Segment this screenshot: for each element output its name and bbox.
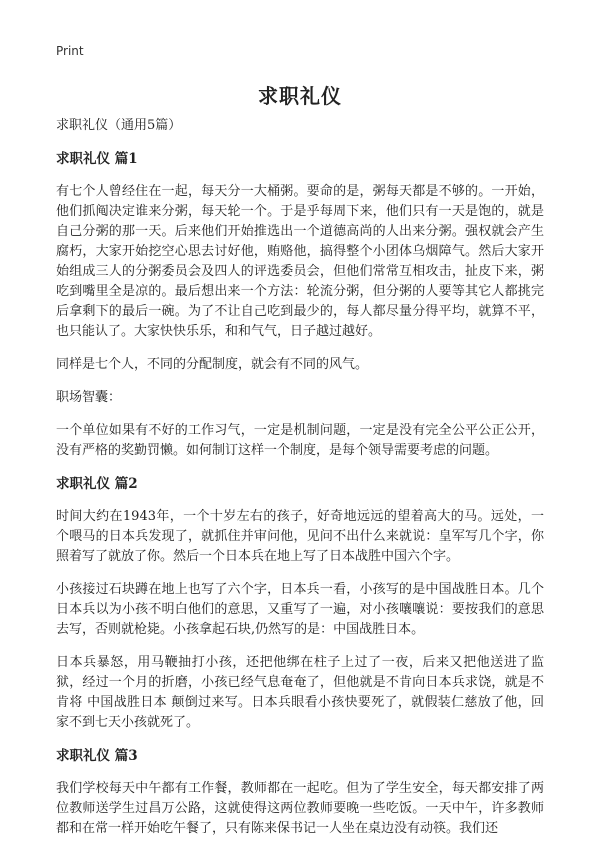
paragraph: 日本兵暴怒，用马鞭抽打小孩，还把他绑在柱子上过了一夜，后来又把他送进了监狱，经过一个月的折磨，小孩已经气息奄奄了，但他就是不肯向日本兵求饶，就是不肯将 中国战胜日本 颠倒过来写。日本兵眼看小孩快要死了，就假装仁慈放了他，回家不到七天小孩就死了。 [56, 655, 544, 730]
section-heading-2: 求职礼仪 篇2 [56, 476, 138, 492]
paragraph: 有七个人曾经住在一起，每天分一大桶粥。要命的是，粥每天都是不够的。一开始，他们抓阄决定谁来分粥，每天轮一个。于是乎每周下来，他们只有一天是饱的，就是自己分粥的那一天。后来他们开始推选出一个道德高尚的人出来分粥。强权就会产生腐朽，大家开始挖空心思去讨好他，贿赂他，搞得整个小团体乌烟障气。然后大家开始组成三人的分粥委员会及四人的评选委员会，但他们常常互相攻击，扯皮下来，粥吃到嘴里全是凉的。最后想出来一个方法：轮流分粥，但分粥的人要等其它人都挑完后拿剩下的最后一碗。为了不让自己吃到最少的，每人都尽量分得平均，就算不平，也只能认了。大家快快乐乐，和和气气，日子越过越好。 [56, 184, 544, 339]
section-heading-3: 求职礼仪 篇3 [56, 748, 138, 764]
section-heading-1: 求职礼仪 篇1 [56, 151, 138, 167]
paragraph: 我们学校每天中午都有工作餐，教师都在一起吃。但为了学生安全，每天都安排了两位教师送学生过昌万公路，这就使得这两位教师要晚一些吃饭。一天中午，许多教师都和在常一样开始吃午餐了，只有陈来保书记一人坐在桌边没有动筷。我们还 [56, 781, 544, 836]
article-body [56, 116, 544, 852]
paragraph: 同样是七个人，不同的分配制度，就会有不同的风气。 [56, 357, 369, 372]
article-subtitle: 求职礼仪（通用5篇） [56, 118, 182, 133]
paragraph: 小孩接过石块蹲在地上也写了六个字，日本兵一看，小孩写的是中国战胜日本。几个日本兵以为小孩不明白他们的意思，又重写了一遍，对小孩嚷嚷说：要按我们的意思去写，否则就枪毙。小孩拿起石块,仍然写的是：中国战胜日本。 [56, 582, 544, 637]
paragraph: 职场智囊： [56, 390, 122, 405]
print-link[interactable]: Print [56, 44, 84, 58]
paragraph: 时间大约在1943年，一个十岁左右的孩子，好奇地远远的望着高大的马。远处，一个喂马的日本兵发现了，就抓住并审问他，见问不出什么来就说：皇军写几个字，你照着写了就放了你。然后一个日本兵在地上写了日本战胜中国六个字。 [56, 509, 544, 564]
paragraph: 一个单位如果有不好的工作习气，一定是机制问题，一定是没有完全公平公正公开，没有严格的奖勤罚懒。如何制订这样一个制度，是每个领导需要考虑的问题。 [56, 423, 544, 458]
page-title: 求职礼仪 [258, 84, 342, 108]
